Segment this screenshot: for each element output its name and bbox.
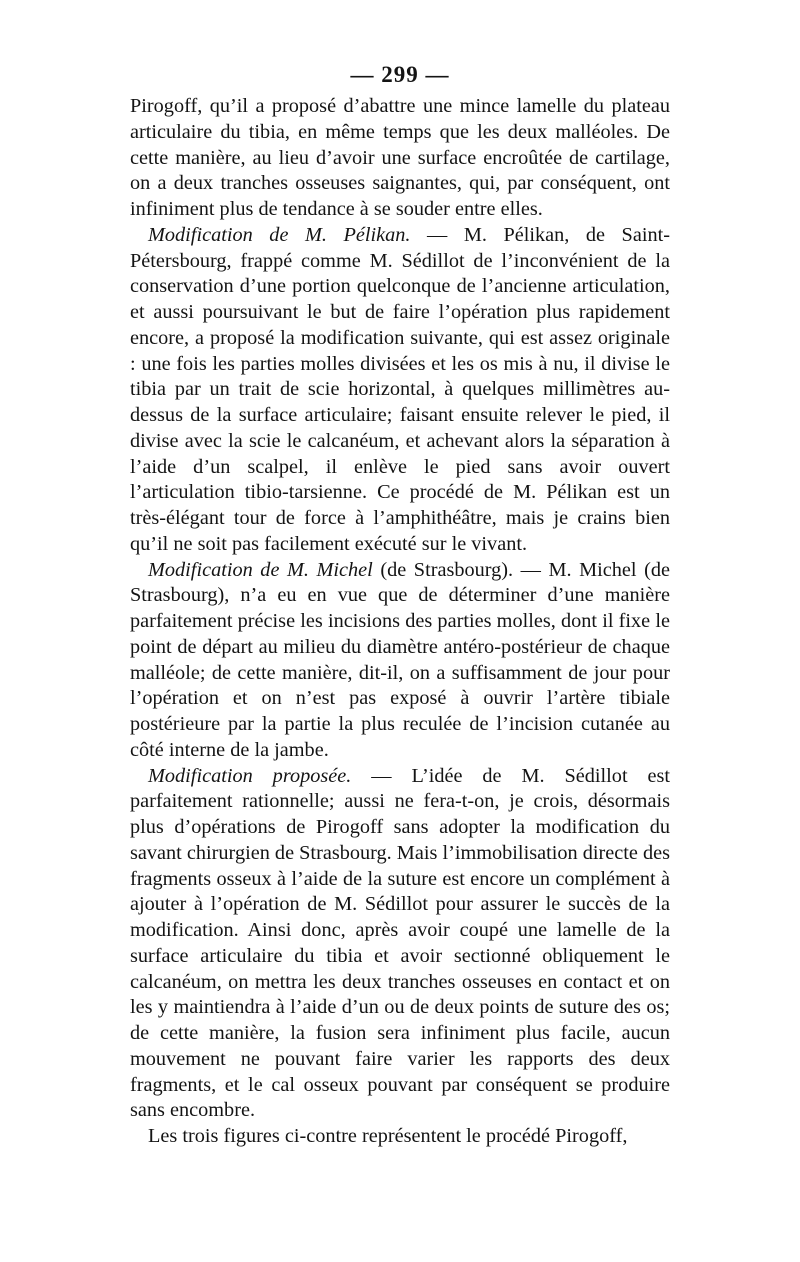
paragraph-text: (de Strasbourg). — M. Michel (de Strasbourg), n’a eu en vue que de déterminer d’une manière parfaitement précise les incisions des parties molles, dont il fixe le point de départ au milieu du diamètre antéro-postérieur de chaque malléole; de cette manière, dit-il, on a suffisamment de jour pour l’opération et on n’est pas exposé à ouvrir l’artère tibiale postérieure par la partie la plus reculée de l’incision cutanée au côté interne de la jambe.	[130, 558, 670, 761]
paragraph-continuation	[130, 94, 670, 223]
section-heading-pelikan: Modification de M. Pélikan.	[148, 223, 411, 246]
paragraph-proposee	[130, 764, 670, 1125]
body-text	[130, 94, 670, 1150]
section-heading-proposee: Modification proposée.	[148, 764, 352, 787]
paragraph-text: Les trois figures ci-contre représentent le procédé Pirogoff,	[148, 1125, 628, 1147]
paragraph-text: — L’idée de M. Sédillot est parfaitement rationnelle; aussi ne fera-t-on, je crois, désormais plus d’opérations de Pirogoff sans adopter la modification du savant chirurgien de Strasbourg. Mais l’immobilisation directe des fragments osseux à l’aide de la suture est encore un complément à ajouter à l’opération de M. Sédillot pour assurer le succès de la modification. Ainsi donc, après avoir coupé une lamelle de la surface articulaire du tibia et avoir sectionné obliquement le calcanéum, on mettra les deux tranches osseuses en contact et on les y maintiendra à l’aide d’un ou de deux points de suture des os; de cette manière, la fusion sera infiniment plus facile, aucun mouvement ne pouvant faire varier les rapports des deux fragments, et le cal osseux pouvant par conséquent se produire sans encombre.	[130, 764, 671, 1122]
page-number: — 299 —	[350, 62, 450, 87]
paragraph-pelikan	[130, 223, 670, 558]
paragraph-figures	[130, 1124, 670, 1150]
paragraph-michel	[130, 558, 670, 764]
section-heading-michel: Modification de M. Michel	[148, 558, 373, 581]
paragraph-text: — M. Pélikan, de Saint-Pétersbourg, frappé comme M. Sédillot de l’inconvénient de la conservation d’une portion quelconque de l’ancienne articulation, et aussi poursuivant le but de faire l’opération plus rapidement encore, a proposé la modification suivante, qui est assez originale : une fois les parties molles divisées et les os mis à nu, il divise le tibia par un trait de scie horizontal, à quelques millimètres au-dessus de la surface articulaire; faisant ensuite relever le pied, il divise avec la scie le calcanéum, et achevant alors la séparation à l’aide d’un scalpel, il enlève le pied sans avoir ouvert l’articulation tibio-tarsienne. Ce procédé de M. Pélikan est un très-élégant tour de force à l’amphithéâtre, mais je crains bien qu’il ne soit pas facilement exécuté sur le vivant.	[130, 223, 670, 555]
paragraph-text: Pirogoff, qu’il a proposé d’abattre une mince lamelle du plateau articulaire du tibia, en même temps que les deux malléoles. De cette manière, au lieu d’avoir une surface encroûtée de cartilage, on a deux tranches osseuses saignantes, qui, par conséquent, ont infiniment plus de tendance à se souder entre elles.	[130, 95, 670, 220]
